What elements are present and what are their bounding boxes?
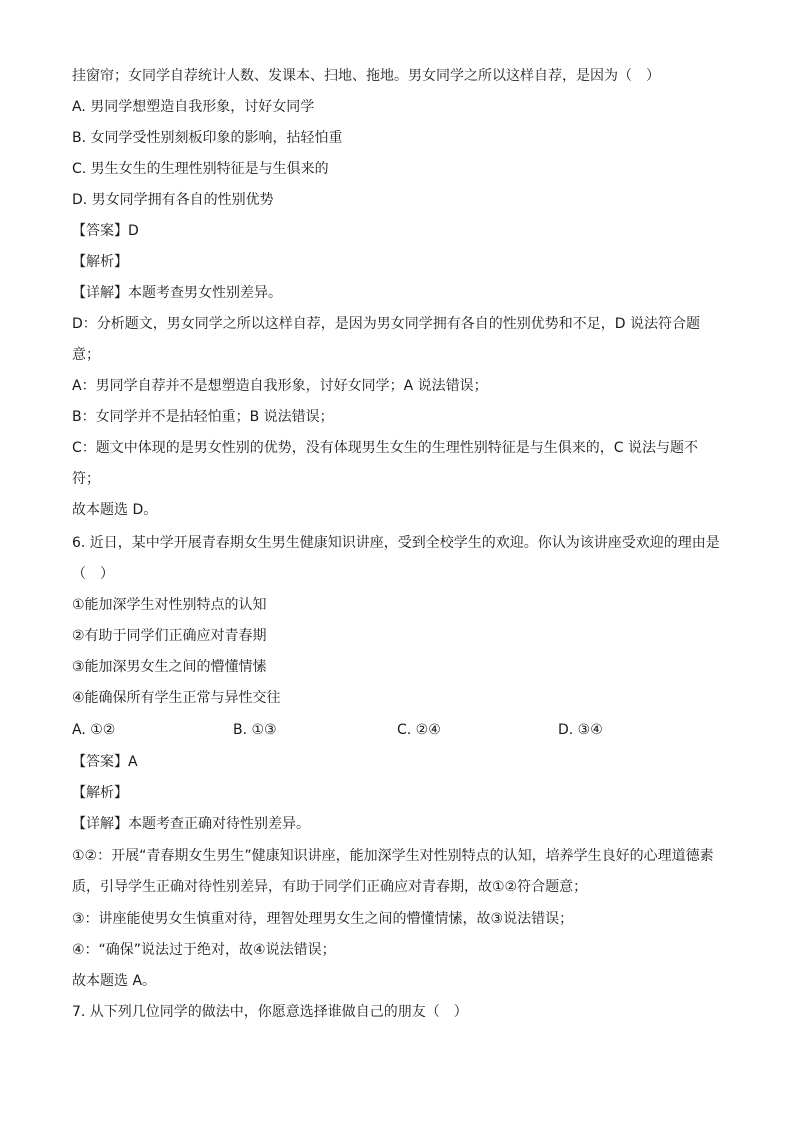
q6-detail: 【详解】本题考查正确对待性别差异。 bbox=[72, 816, 310, 832]
q6-answer: 【答案】A bbox=[72, 754, 138, 770]
q5-option-a: A. 男同学想塑造自我形象，讨好女同学 bbox=[72, 99, 315, 115]
q5-explain-line: B：女同学并不是拈轻怕重；B 说法错误； bbox=[72, 409, 334, 425]
q6-stem-line1: 6. 近日，某中学开展青春期女生男生健康知识讲座，受到全校学生的欢迎。你认为该讲座受欢迎的理由是 bbox=[72, 535, 720, 551]
q6-explain-line: ④：“确保”说法过于绝对，故④说法错误； bbox=[72, 942, 336, 958]
q5-option-b: B. 女同学受性别刻板印象的影响，拈轻怕重 bbox=[72, 130, 343, 146]
q6-explain-line: ①②：开展“青春期女生男生”健康知识讲座，能加深学生对性别特点的认知，培养学生良好的心理道德素 bbox=[72, 848, 714, 864]
q6-statement-1: ①能加深学生对性别特点的认知 bbox=[72, 597, 267, 613]
q6-explain-line: ③：讲座能使男女生慎重对待，理智处理男女生之间的懵懂情愫，故③说法错误； bbox=[72, 911, 574, 927]
q6-statement-4: ④能确保所有学生正常与异性交往 bbox=[72, 690, 281, 706]
q6-option-a: A. ①② bbox=[72, 722, 116, 738]
q5-conclusion: 故本题选 D。 bbox=[72, 502, 158, 518]
q5-explain-line: 意； bbox=[72, 347, 100, 363]
q5-explain-line: C：题文中体现的是男女性别的优势，没有体现男生女生的生理性别特征是与生俱来的，C 说法与题不 bbox=[72, 440, 698, 456]
q5-explain-line: 符； bbox=[72, 471, 100, 487]
q5-answer: 【答案】D bbox=[72, 223, 139, 239]
q6-option-b: B. ①③ bbox=[233, 722, 277, 738]
q6-stem-line2: （ ） bbox=[72, 566, 114, 582]
q6-explain-line: 质，引导学生正确对待性别差异，有助于同学们正确应对青春期，故①②符合题意； bbox=[72, 879, 588, 895]
q7-stem: 7. 从下列几位同学的做法中，你愿意选择谁做自己的朋友（ ） bbox=[72, 1004, 468, 1020]
q5-explain-line: A：男同学自荐并不是想塑造自我形象，讨好女同学；A 说法错误； bbox=[72, 378, 488, 394]
q6-option-c: C. ②④ bbox=[397, 722, 441, 738]
q5-stem-end: 挂窗帘；女同学自荐统计人数、发课本、扫地、拖地。男女同学之所以这样自荐，是因为（ ） bbox=[72, 68, 660, 84]
q5-detail: 【详解】本题考查男女性别差异。 bbox=[72, 285, 282, 301]
q6-options-row bbox=[72, 720, 732, 740]
q5-option-c: C. 男生女生的生理性别特征是与生俱来的 bbox=[72, 161, 329, 177]
q5-explain-line: D：分析题文，男女同学之所以这样自荐，是因为男女同学拥有各自的性别优势和不足，D 说法符合题 bbox=[72, 316, 701, 332]
q5-option-d: D. 男女同学拥有各自的性别优势 bbox=[72, 192, 274, 208]
q6-conclusion: 故本题选 A。 bbox=[72, 973, 157, 989]
q6-option-d: D. ③④ bbox=[558, 722, 603, 738]
q6-statement-2: ②有助于同学们正确应对青春期 bbox=[72, 628, 267, 644]
q6-analysis-label: 【解析】 bbox=[72, 785, 128, 801]
q6-statement-3: ③能加深男女生之间的懵懂情愫 bbox=[72, 659, 267, 675]
q5-analysis-label: 【解析】 bbox=[72, 254, 128, 270]
